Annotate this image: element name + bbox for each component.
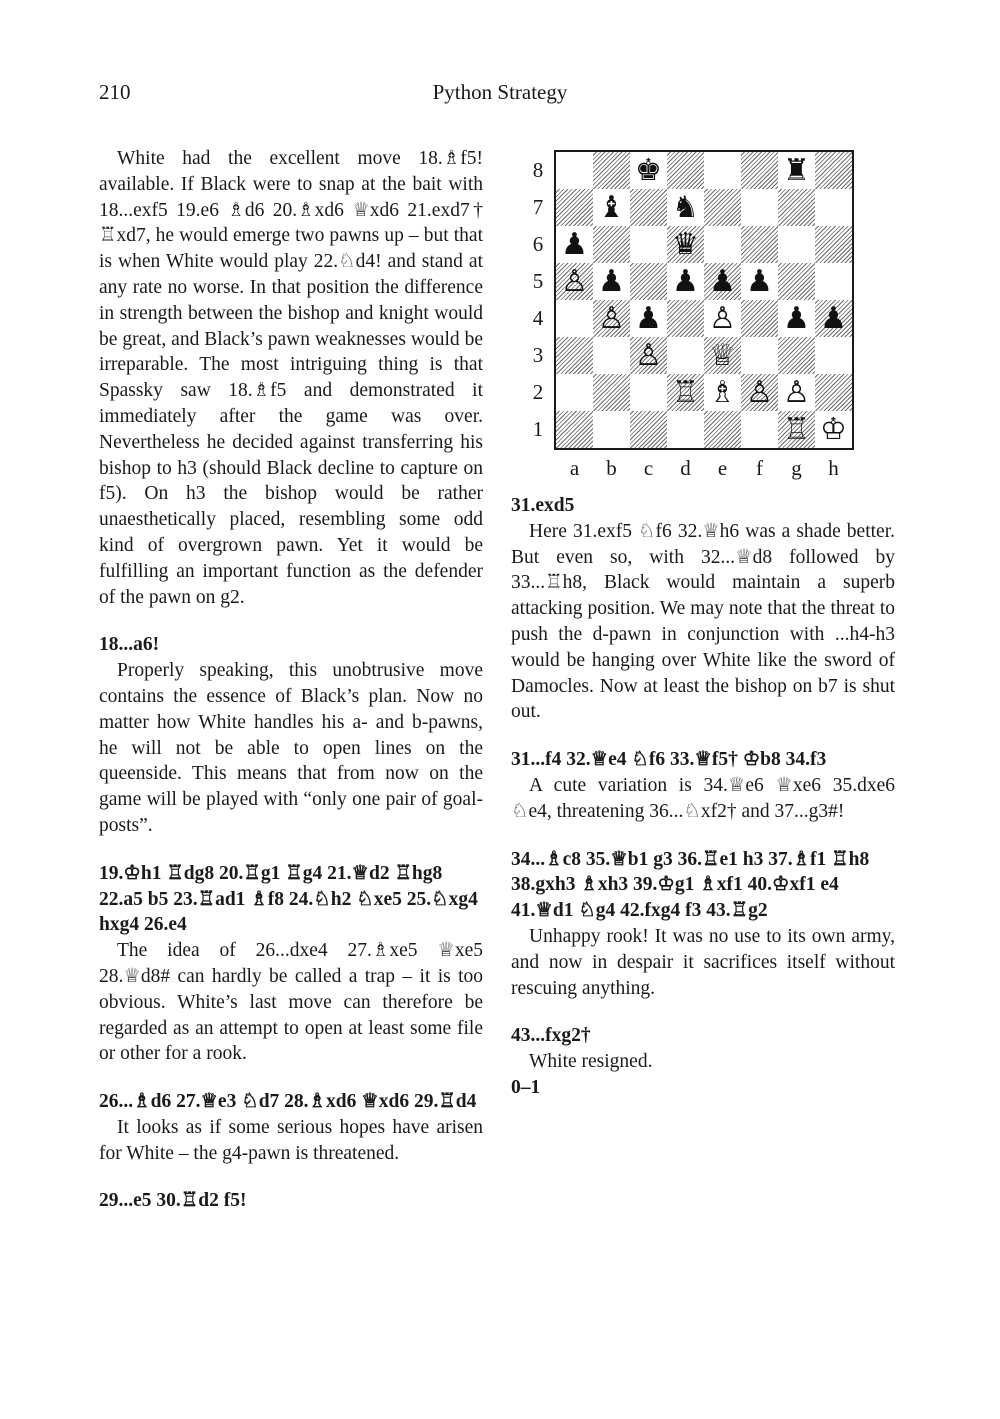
chess-piece-icon: ♟ <box>672 263 699 299</box>
chess-piece-icon: ♙ <box>746 374 773 410</box>
board-square-a5 <box>556 263 593 300</box>
move-line: 19.♔h1 ♖dg8 20.♖g1 ♖g4 21.♕d2 ♖hg8 22.a5 b5 23.♖ad1 ♗f8 24.♘h2 ♘xe5 25.♘xg4 hxg4 26.e4 <box>99 862 478 936</box>
file-label: d <box>680 456 691 480</box>
board-square-h4 <box>815 300 852 337</box>
right-column-text <box>511 493 895 1101</box>
board-square-b4 <box>593 300 630 337</box>
file-label: g <box>791 456 802 480</box>
chess-piece-icon: ♟ <box>561 226 588 262</box>
board-square-f3 <box>741 337 778 374</box>
board-square-b2 <box>593 374 630 411</box>
board-square-c3 <box>630 337 667 374</box>
chess-piece-icon: ♙ <box>561 263 588 299</box>
board-square-b7 <box>593 189 630 226</box>
file-label: b <box>606 456 617 480</box>
board-square-g3 <box>778 337 815 374</box>
board-square-a7 <box>556 189 593 226</box>
rank-label: 1 <box>532 417 544 441</box>
board-square-d2 <box>667 374 704 411</box>
commentary-paragraph: Here 31.exf5 ♘f6 32.♕h6 was a shade better. But even so, with 32...♕d8 followed by 33...♖h8, Black would maintain a superb attacking position. We may note that the threat to push the d-pawn in conjunction with ...h4-h3 would be hanging over White like the sword of Damocles. Now at least the bishop on b7 is shut out. <box>511 520 895 723</box>
chess-piece-icon: ♗ <box>709 374 736 410</box>
chess-piece-icon: ♟ <box>598 263 625 299</box>
rank-label: 8 <box>532 158 544 182</box>
board-square-c1 <box>630 411 667 448</box>
commentary-paragraph: The idea of 26...dxe4 27.♗xe5 ♕xe5 28.♕d8# can hardly be called a trap – it is too obvious. White’s last move can therefore be regarded as an attempt to open at least some file or other for a rook. <box>99 940 483 1065</box>
board-square-a6 <box>556 226 593 263</box>
board-square-e1 <box>704 411 741 448</box>
board-square-a4 <box>556 300 593 337</box>
board-square-f2 <box>741 374 778 411</box>
commentary-paragraph: Unhappy rook! It was no use to its own army, and now in despair it sacrifices itself without rescuing anything. <box>511 925 895 999</box>
running-head: Python Strategy <box>432 80 568 104</box>
board-square-d1 <box>667 411 704 448</box>
rank-label: 6 <box>532 232 544 256</box>
board-square-d7 <box>667 189 704 226</box>
board-square-g8 <box>778 152 815 189</box>
rank-label: 4 <box>532 306 544 330</box>
chess-piece-icon: ♙ <box>709 300 736 336</box>
chess-piece-icon: ♝ <box>598 189 625 225</box>
left-column <box>99 146 483 1214</box>
commentary-paragraph: A cute variation is 34.♕e6 ♕xe6 35.dxe6 ♘e4, threatening 36...♘xf2† and 37...g3#! <box>511 774 895 822</box>
rank-label: 5 <box>532 269 544 293</box>
board-square-d4 <box>667 300 704 337</box>
move-line: 18...a6! <box>99 634 160 656</box>
board-square-c4 <box>630 300 667 337</box>
file-label: e <box>717 456 728 480</box>
board-square-f6 <box>741 226 778 263</box>
chess-piece-icon: ♕ <box>709 337 736 373</box>
board-square-b1 <box>593 411 630 448</box>
board-square-h1 <box>815 411 852 448</box>
chess-piece-icon: ♞ <box>672 189 699 225</box>
board-square-h3 <box>815 337 852 374</box>
board-square-f8 <box>741 152 778 189</box>
board-square-c5 <box>630 263 667 300</box>
chess-piece-icon: ♙ <box>783 374 810 410</box>
chess-piece-icon: ♙ <box>598 300 625 336</box>
board-square-e5 <box>704 263 741 300</box>
board-square-a3 <box>556 337 593 374</box>
file-label: h <box>828 456 839 480</box>
board-square-c2 <box>630 374 667 411</box>
result-note: White resigned. <box>529 1051 653 1073</box>
file-label: c <box>643 456 654 480</box>
board-square-b8 <box>593 152 630 189</box>
rank-label: 3 <box>532 343 544 367</box>
chess-piece-icon: ♛ <box>672 226 699 262</box>
board-square-h8 <box>815 152 852 189</box>
board-square-f7 <box>741 189 778 226</box>
board-square-e2 <box>704 374 741 411</box>
move-line: 31.exd5 <box>511 495 575 516</box>
board-square-g4 <box>778 300 815 337</box>
board-square-g7 <box>778 189 815 226</box>
game-result: 0–1 <box>511 1076 541 1098</box>
move-line: 31...f4 32.♕e4 ♘f6 33.♕f5† ♔b8 34.f3 <box>511 749 827 771</box>
move-line: 26...♗d6 27.♕e3 ♘d7 28.♗xd6 ♕xd6 29.♖d4 <box>99 1091 477 1113</box>
chess-piece-icon: ♜ <box>783 152 810 188</box>
chess-piece-icon: ♟ <box>746 263 773 299</box>
commentary-paragraph: Properly speaking, this unobtrusive move contains the essence of Black’s plan. Now no matter how White handles his a- and b-pawns, he will not be able to open lines on the queenside. This means that from now on the game will be played with “only one pair of goal-posts”. <box>99 660 483 836</box>
move-line: 43...fxg2† <box>511 1025 591 1047</box>
board-square-c7 <box>630 189 667 226</box>
board-square-e6 <box>704 226 741 263</box>
commentary-paragraph: It looks as if some serious hopes have arisen for White – the g4-pawn is threatened. <box>99 1116 483 1164</box>
move-line: 29...e5 30.♖d2 f5! <box>99 1190 247 1212</box>
board-square-g6 <box>778 226 815 263</box>
board-square-c8 <box>630 152 667 189</box>
file-label: f <box>756 456 763 480</box>
board-square-b6 <box>593 226 630 263</box>
board-square-e4 <box>704 300 741 337</box>
chess-piece-icon: ♟ <box>709 263 736 299</box>
board-square-a8 <box>556 152 593 189</box>
board-square-e7 <box>704 189 741 226</box>
chess-piece-icon: ♟ <box>820 300 847 336</box>
board-square-f5 <box>741 263 778 300</box>
rank-label: 2 <box>532 380 544 404</box>
chess-diagram <box>511 146 895 491</box>
chess-piece-icon: ♖ <box>783 411 810 447</box>
page-number: 210 <box>99 80 131 104</box>
board-square-d6 <box>667 226 704 263</box>
board-square-d8 <box>667 152 704 189</box>
board-square-h5 <box>815 263 852 300</box>
board-square-d5 <box>667 263 704 300</box>
board-square-g5 <box>778 263 815 300</box>
board-square-e3 <box>704 337 741 374</box>
board-square-a1 <box>556 411 593 448</box>
rank-label: 7 <box>532 195 544 219</box>
chess-piece-icon: ♖ <box>672 374 699 410</box>
board-square-h2 <box>815 374 852 411</box>
board-square-a2 <box>556 374 593 411</box>
board-square-e8 <box>704 152 741 189</box>
board-square-h7 <box>815 189 852 226</box>
board-square-d3 <box>667 337 704 374</box>
chess-piece-icon: ♔ <box>820 411 847 447</box>
board-square-g1 <box>778 411 815 448</box>
board-square-g2 <box>778 374 815 411</box>
chess-board <box>554 150 854 450</box>
board-square-h6 <box>815 226 852 263</box>
commentary-paragraph: White had the excellent move 18.♗f5! available. If Black were to snap at the bait with 18...exf5 19.e6 ♗d6 20.♗xd6 ♕xd6 21.exd7† ♖xd7, he would emerge two pawns up – but that is when White would play 22.♘d4! and stand at any rate no worse. In that position the difference in strength between the bishop and knight would be great, and Black’s pawn weaknesses would be irreparable. The most intriguing thing is that Spassky saw 18.♗f5 and demonstrated it immediately after the game was over. Nevertheless he decided against transferring his bishop to h3 (should Black decline to capture on f5). On h3 the bishop would be rather unaesthetically placed, resembling some odd kind of overgrown pawn. Yet it would be fulfilling an important function as the defender of the pawn on g2. <box>99 148 483 608</box>
board-square-b5 <box>593 263 630 300</box>
move-line: 34...♗c8 35.♕b1 g3 36.♖e1 h3 37.♗f1 ♖h8 38.gxh3 ♗xh3 39.♔g1 ♗xf1 40.♔xf1 e4 41.♕d1 ♘g4 42.fxg4 f3 43.♖g2 <box>511 848 870 922</box>
board-square-f4 <box>741 300 778 337</box>
board-square-f1 <box>741 411 778 448</box>
chess-piece-icon: ♟ <box>635 300 662 336</box>
right-column <box>511 146 895 1101</box>
chess-piece-icon: ♚ <box>635 152 662 188</box>
board-square-b3 <box>593 337 630 374</box>
board-square-c6 <box>630 226 667 263</box>
chess-piece-icon: ♙ <box>635 337 662 373</box>
file-label: a <box>569 456 580 480</box>
chess-piece-icon: ♟ <box>783 300 810 336</box>
